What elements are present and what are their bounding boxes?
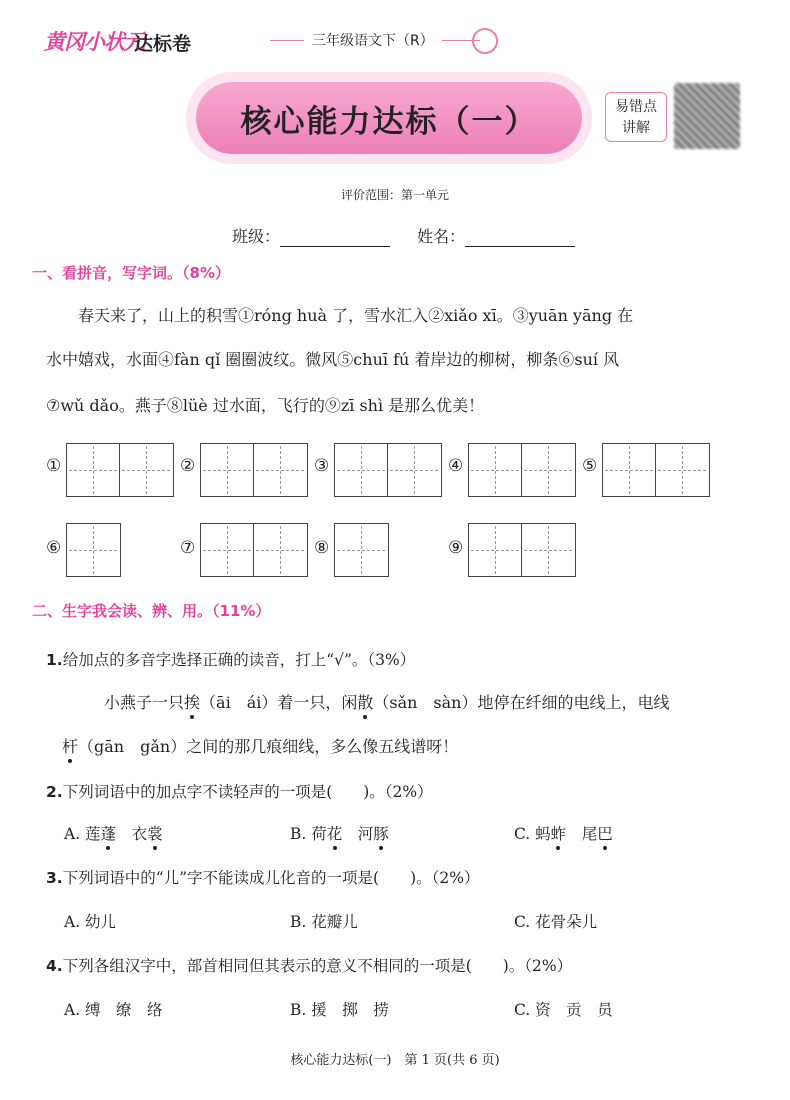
question-4-option-b[interactable]: B. 援 掷 捞: [290, 1001, 389, 1019]
box-label-6: ⑥: [46, 538, 62, 558]
subject-label: 三年级语文下（R）: [304, 30, 442, 50]
question-4-option-a[interactable]: A. 缚 缭 络: [64, 1001, 163, 1019]
subject-header: [270, 30, 480, 50]
qr-code[interactable]: [674, 83, 740, 149]
dotted-char: 巴: [597, 825, 613, 843]
question-2-text: 下列词语中的加点字不读轻声的一项是( )。（2%）: [62, 783, 433, 801]
option-text: B. 荷: [290, 825, 327, 843]
dotted-char: 蚱: [550, 825, 567, 843]
tag-line-1: 易错点: [615, 99, 657, 115]
passage-text: （āi ái）着一只，闲: [200, 693, 358, 712]
question-4-number: 4.: [46, 957, 63, 975]
answer-box-7[interactable]: [200, 523, 308, 577]
question-1-number: 1.: [46, 651, 63, 669]
question-3-text: 下列词语中的“儿”字不能读成儿化音的一项是( )。（2%）: [62, 869, 480, 887]
answer-box-2[interactable]: [200, 443, 308, 497]
question-2-number: 2.: [46, 783, 63, 801]
answer-box-4[interactable]: [468, 443, 576, 497]
box-label-7: ⑦: [180, 538, 196, 558]
dotted-char: 裳: [147, 825, 163, 843]
swirl-icon: [472, 28, 498, 54]
answer-box-8[interactable]: [334, 523, 389, 577]
question-2-option-b[interactable]: [290, 822, 389, 844]
box-label-2: ②: [180, 456, 196, 476]
section-1-line-2: 水中嬉戏，水面④fàn qǐ 圈圈波纹。微风⑤chuī fú 着岸边的柳树，柳条⑥suí 风: [46, 350, 620, 369]
box-label-5: ⑤: [582, 456, 598, 476]
passage-text: 小燕子一只: [104, 693, 185, 712]
name-label: 姓名：: [417, 227, 466, 246]
section-1-line-3: ⑦wǔ dǎo。燕子⑧lüè 过水面，飞行的⑨zī shì 是那么优美！: [46, 396, 485, 415]
question-4-option-c[interactable]: C. 资 贡 员: [514, 1001, 613, 1019]
box-label-4: ④: [448, 456, 464, 476]
option-text: 衣: [116, 825, 148, 843]
class-field[interactable]: [280, 230, 390, 247]
dotted-char: 蓬: [100, 825, 117, 843]
class-label: 班级：: [232, 227, 281, 246]
student-info: [232, 224, 597, 247]
brand-logo: 黄冈小状元: [44, 30, 144, 54]
tag-line-2: 讲解: [622, 120, 650, 136]
dotted-char: 豚: [373, 825, 389, 843]
question-1-passage-line-1: [104, 690, 670, 713]
question-3-option-c[interactable]: C. 花骨朵儿: [514, 913, 598, 931]
question-1-text: 给加点的多音字选择正确的读音，打上“√”。（3%）: [62, 651, 416, 669]
title-banner: [196, 82, 582, 154]
question-2-option-a[interactable]: [64, 822, 163, 844]
question-4-text: 下列各组汉字中，部首相同但其表示的意义不相同的一项是( )。（2%）: [62, 957, 573, 975]
question-2: [46, 780, 433, 802]
answer-box-9[interactable]: [468, 523, 576, 577]
passage-text: （sǎn sàn）地停在纤细的电线上，电线: [373, 693, 670, 712]
error-explain-tag: [605, 92, 667, 142]
question-3-option-b[interactable]: B. 花瓣儿: [290, 913, 358, 931]
section-1-line-1: 春天来了，山上的积雪①róng huà 了，雪水汇入②xiǎo xī。③yuān yāng 在: [78, 306, 634, 325]
box-label-9: ⑨: [448, 538, 464, 558]
option-text: 河: [342, 825, 374, 843]
question-2-option-c[interactable]: [514, 822, 613, 844]
section-1-title: 一、看拼音，写字词。（8%）: [32, 264, 230, 282]
answer-box-1[interactable]: [66, 443, 174, 497]
dotted-char: 花: [326, 825, 343, 843]
evaluation-scope: 评价范围：第一单元: [340, 188, 449, 202]
answer-box-6[interactable]: [66, 523, 121, 577]
option-text: 尾: [566, 825, 598, 843]
series-name: 达标卷: [134, 33, 192, 55]
answer-box-3[interactable]: [334, 443, 442, 497]
dotted-char-gan: 杆: [62, 737, 79, 756]
dotted-char-ai: 挨: [184, 693, 201, 712]
dotted-char-san: 散: [357, 693, 374, 712]
page-footer: 核心能力达标(一) 第 1 页(共 6 页): [290, 1053, 500, 1068]
answer-box-5[interactable]: [602, 443, 710, 497]
question-1-passage-line-2: [62, 734, 458, 757]
box-label-1: ①: [46, 456, 62, 476]
option-text: C. 蚂: [514, 825, 551, 843]
question-4: [46, 954, 572, 976]
page-title: 核心能力达标（一）: [240, 104, 538, 140]
question-3-number: 3.: [46, 869, 63, 887]
question-3-option-a[interactable]: A. 幼儿: [64, 913, 117, 931]
box-label-3: ③: [314, 456, 330, 476]
question-3: [46, 866, 479, 888]
box-label-8: ⑧: [314, 538, 330, 558]
section-2-title: 二、生字我会读、辨、用。（11%）: [32, 602, 271, 620]
question-1: [46, 648, 415, 670]
passage-text: （gān gǎn）之间的那几痕细线，多么像五线谱呀！: [78, 737, 459, 756]
option-text: A. 莲: [64, 825, 101, 843]
name-field[interactable]: [465, 230, 575, 247]
